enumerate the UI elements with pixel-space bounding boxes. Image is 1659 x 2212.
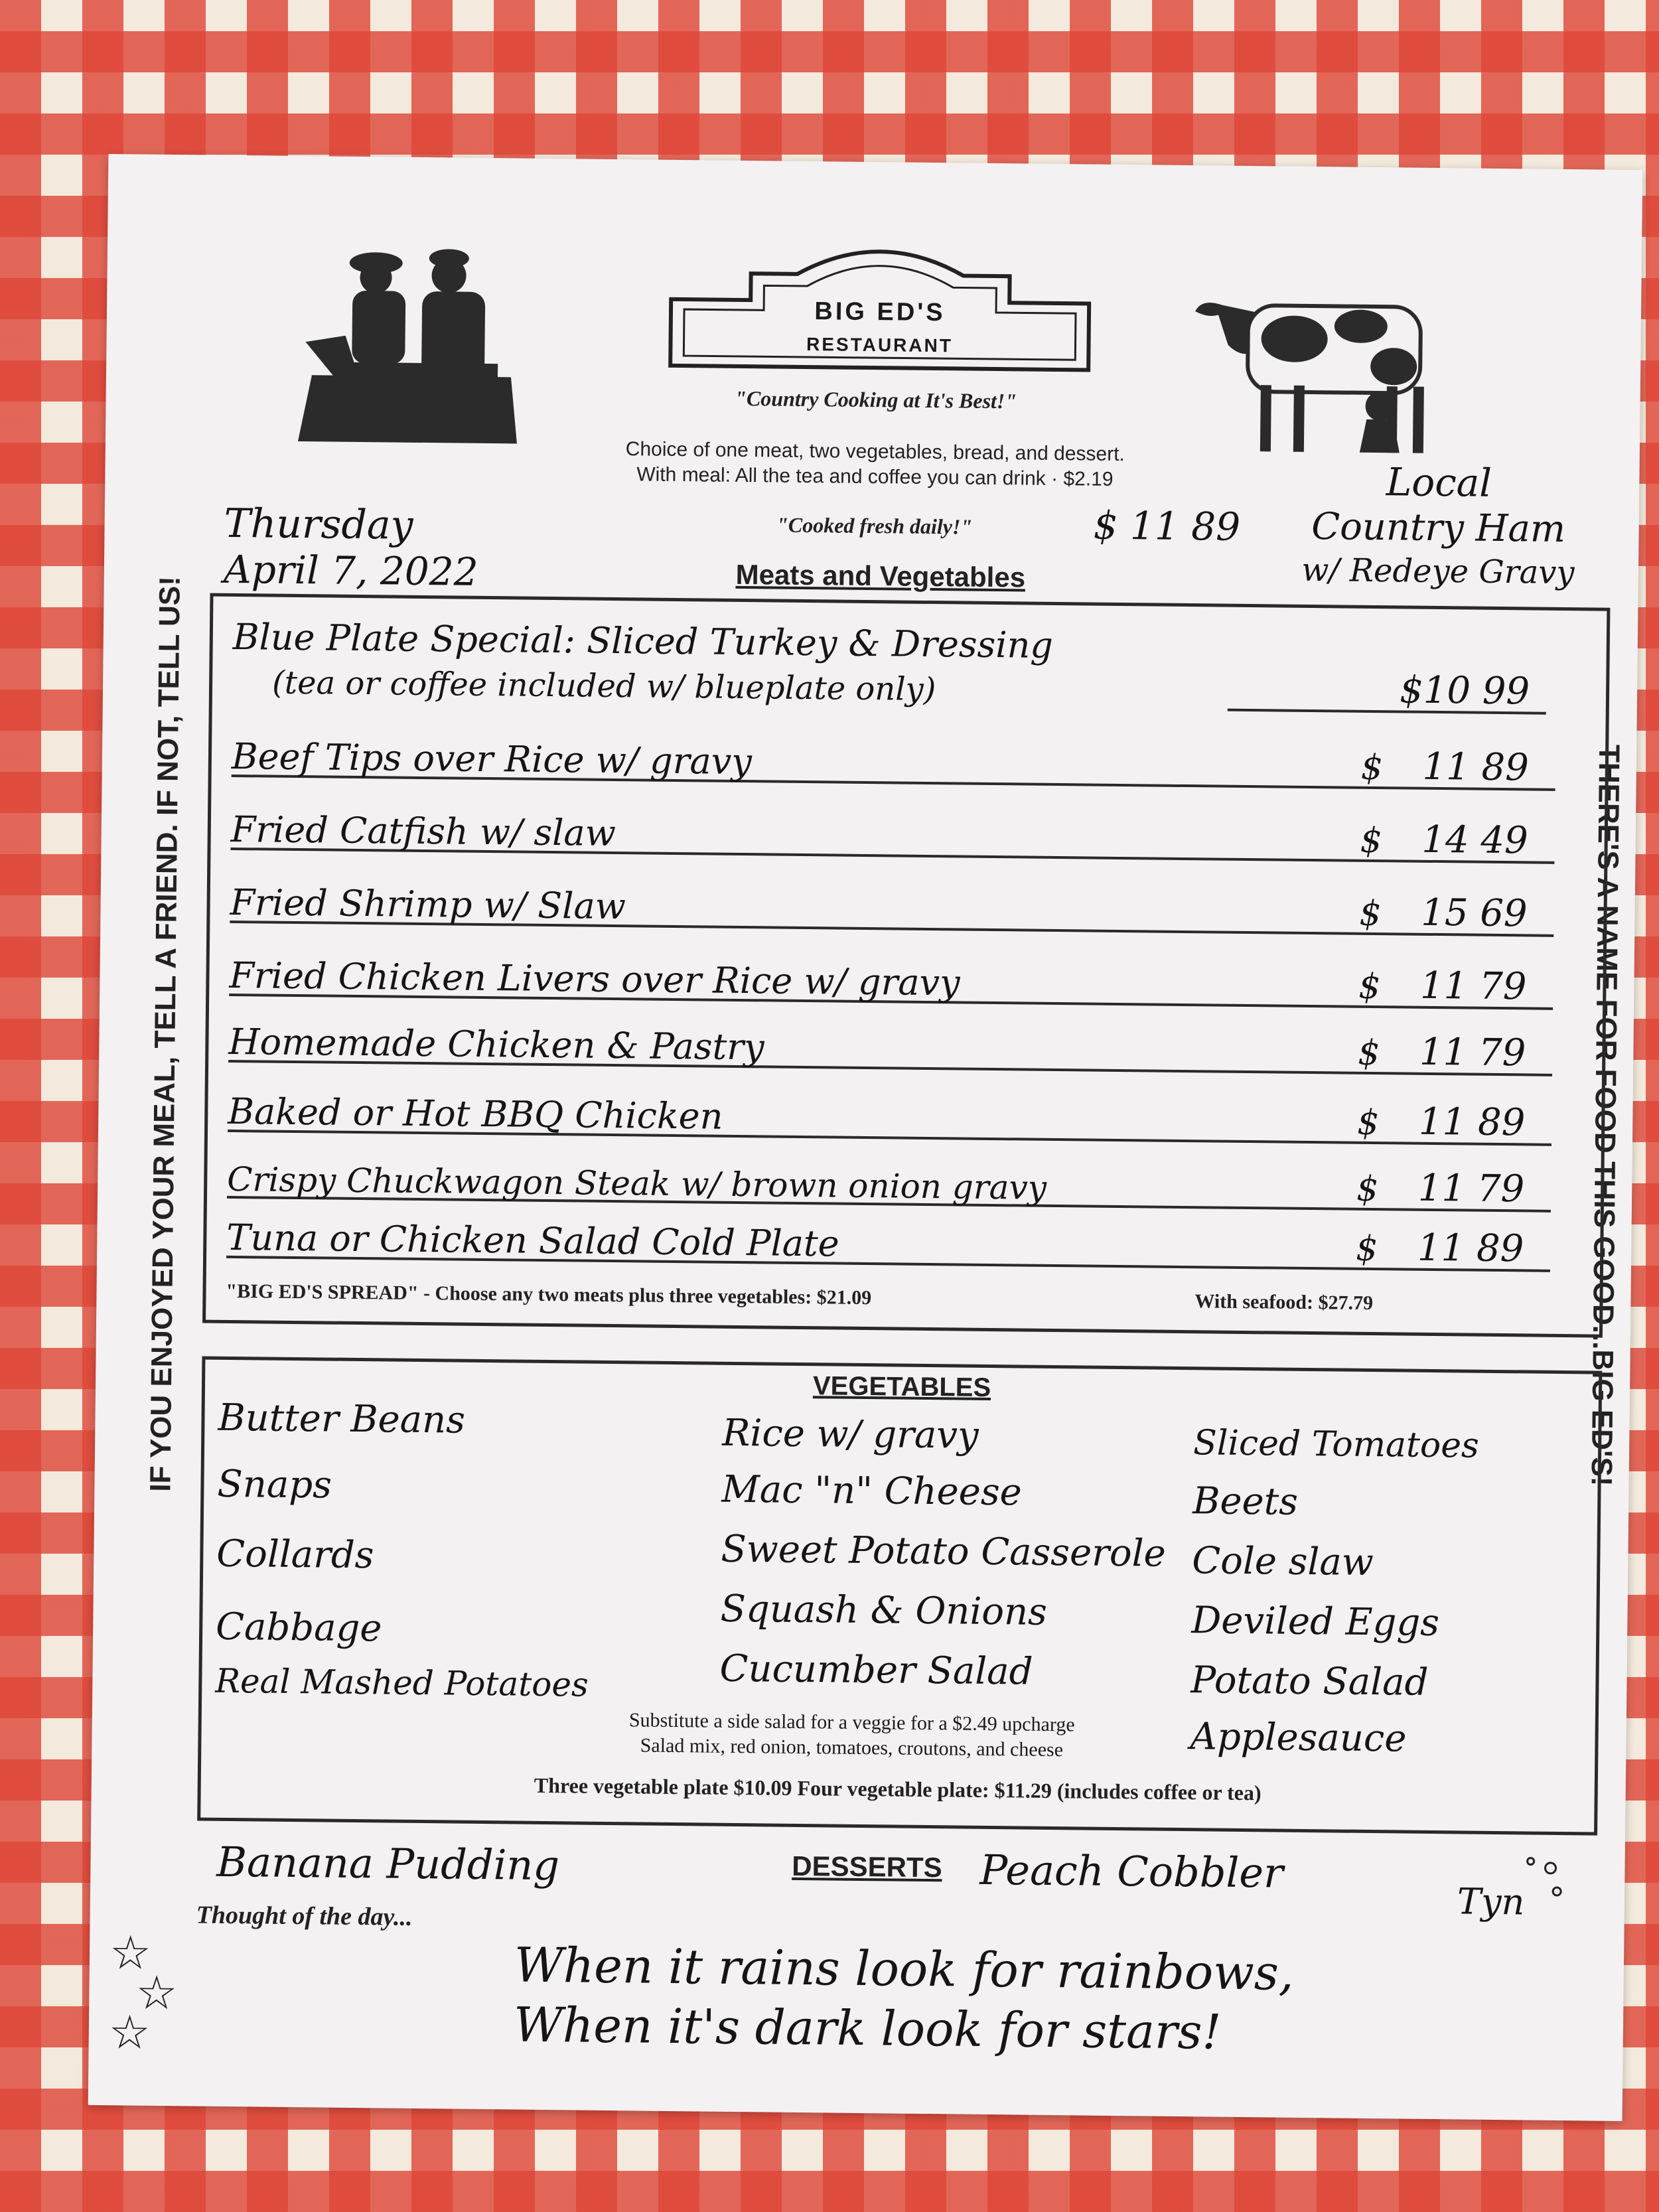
dollar-sign: $ [1360, 747, 1384, 788]
vegetable-item: Cole slaw [1192, 1539, 1374, 1585]
meat-price: 11 79 [1417, 1166, 1525, 1211]
thought-label: Thought of the day... [196, 1901, 413, 1931]
ham-price: $ 11 89 [1093, 502, 1241, 550]
meat-row [228, 1015, 1553, 1082]
restaurant-subtitle: RESTAURANT [806, 334, 954, 356]
desserts-title: DESSERTS [792, 1850, 942, 1883]
salad-substitute-note: Substitute a side salad for a veggie for a $2.49 upcharge [628, 1709, 1075, 1736]
vegetable-item: Beets [1192, 1479, 1299, 1524]
thought-line-2: When it's dark look for stars! [513, 1996, 1222, 2060]
meat-row [229, 948, 1553, 1015]
farmers-silhouette-image [298, 242, 519, 450]
vegetable-item: Rice w/ gravy [721, 1411, 979, 1457]
menu-date: April 7, 2022 [223, 546, 478, 595]
vegetable-item: Applesauce [1190, 1715, 1407, 1761]
meat-row [227, 1151, 1551, 1218]
vegetables-box [197, 1357, 1602, 1836]
dollar-sign: $ [1357, 1033, 1380, 1074]
vegetable-item: Potato Salad [1190, 1659, 1429, 1704]
dollar-sign: $ [1355, 1228, 1378, 1270]
dessert-banana-pudding: Banana Pudding [216, 1837, 560, 1890]
meat-row [230, 802, 1555, 869]
vegetable-item: Squash & Onions [720, 1587, 1048, 1634]
meat-price: $10 99 [1399, 668, 1530, 713]
vegetable-item: Collards [216, 1532, 374, 1578]
vegetable-item: Mac "n" Cheese [721, 1467, 1023, 1514]
star-icon: ☆ [109, 1925, 152, 1980]
meat-name: Blue Plate Special: Sliced Turkey & Dressing [232, 615, 1054, 666]
meat-name: Fried Shrimp w/ Slaw [230, 881, 626, 928]
meats-box [202, 593, 1610, 1338]
section-title-meats-vegetables: Meats and Vegetables [735, 558, 1026, 593]
meat-name: Tuna or Chicken Salad Cold Plate [226, 1216, 839, 1265]
restaurant-tagline: "Country Cooking at It's Best!" [734, 386, 1017, 413]
stars-doodle [108, 1925, 179, 2060]
spread-seafood-price: With seafood: $27.79 [1194, 1290, 1374, 1315]
meat-price: 11 89 [1417, 1226, 1524, 1271]
meat-price: 11 79 [1419, 1030, 1526, 1075]
vegetable-item: Cabbage [215, 1605, 382, 1651]
vegetable-item: Sweet Potato Casserole [721, 1527, 1167, 1576]
vegetable-item: Butter Beans [218, 1396, 466, 1442]
meat-price: 11 89 [1418, 1100, 1526, 1145]
dessert-peach-cobbler: Peach Cobbler [979, 1845, 1284, 1897]
dollar-sign: $ [1359, 893, 1382, 934]
vegetables-title: VEGETABLES [812, 1371, 991, 1403]
vegetable-item: Real Mashed Potatoes [215, 1661, 589, 1704]
side-slogan-right: THERE'S A NAME FOR FOOD THIS GOOD...BIG ED'S! [1585, 744, 1626, 1487]
dollar-sign: $ [1356, 1102, 1380, 1143]
meat-name: (tea or coffee included w/ blueplate only) [271, 664, 936, 709]
dollar-sign: $ [1358, 966, 1381, 1007]
meat-price: 15 69 [1420, 891, 1528, 936]
salad-ingredients-note: Salad mix, red onion, tomatoes, croutons, and cheese [640, 1734, 1064, 1761]
meat-price: 11 79 [1419, 964, 1527, 1009]
ham-note-line-1: Local [1386, 459, 1492, 506]
star-icon: ☆ [135, 1965, 178, 2021]
menu-day: Thursday [224, 500, 413, 549]
meat-price: 11 89 [1422, 745, 1530, 790]
meat-row [232, 729, 1556, 796]
meat-name: Fried Chicken Livers over Rice w/ gravy [229, 954, 960, 1004]
meat-name: Crispy Chuckwagon Steak w/ brown onion gravy [226, 1159, 1047, 1207]
restaurant-logo [664, 259, 1096, 370]
intro-line-1: Choice of one meat, two vegetables, bread, and dessert. [625, 438, 1125, 466]
meat-name: Homemade Chicken & Pastry [228, 1020, 764, 1069]
vegetable-item: Deviled Eggs [1191, 1599, 1440, 1645]
restaurant-name: BIG ED'S [814, 297, 946, 327]
dollar-sign: $ [1356, 1169, 1379, 1210]
vegetable-item: Sliced Tomatoes [1192, 1423, 1480, 1466]
star-icon: ☆ [108, 2005, 151, 2060]
meat-row [230, 875, 1554, 942]
meat-name: Fried Catfish w/ slaw [230, 808, 616, 855]
dollar-sign: $ [1360, 820, 1383, 861]
intro-line-2: With meal: All the tea and coffee you can drink · $2.19 [636, 463, 1114, 490]
meat-name: Baked or Hot BBQ Chicken [228, 1090, 723, 1138]
cooked-fresh-note: "Cooked fresh daily!" [776, 512, 973, 539]
vegetable-item: Snaps [217, 1462, 332, 1507]
vegetable-plate-prices: Three vegetable plate $10.09 Four vegetable plate: $11.29 (includes coffee or tea) [534, 1773, 1262, 1805]
ham-note-line-3: w/ Redeye Gravy [1301, 551, 1575, 592]
ham-note-line-2: Country Ham [1311, 504, 1566, 551]
vegetable-item: Cucumber Salad [719, 1647, 1033, 1694]
meat-row [226, 1211, 1551, 1278]
meat-price: 14 49 [1421, 818, 1529, 863]
menu-sheet [88, 154, 1643, 2121]
meat-name: Beef Tips over Rice w/ gravy [231, 735, 753, 783]
side-slogan-left: IF YOU ENJOYED YOUR MEAL, TELL A FRIEND. IF NOT, TELL US! [144, 575, 186, 1492]
meat-row [228, 1084, 1552, 1151]
cow-illustration [1181, 265, 1468, 460]
big-eds-spread: "BIG ED'S SPREAD" - Choose any two meats plus three vegetables: $21.09 [226, 1280, 872, 1309]
thought-line-1: When it rains look for rainbows, [514, 1937, 1295, 2001]
signature: Tyn [1457, 1880, 1525, 1923]
